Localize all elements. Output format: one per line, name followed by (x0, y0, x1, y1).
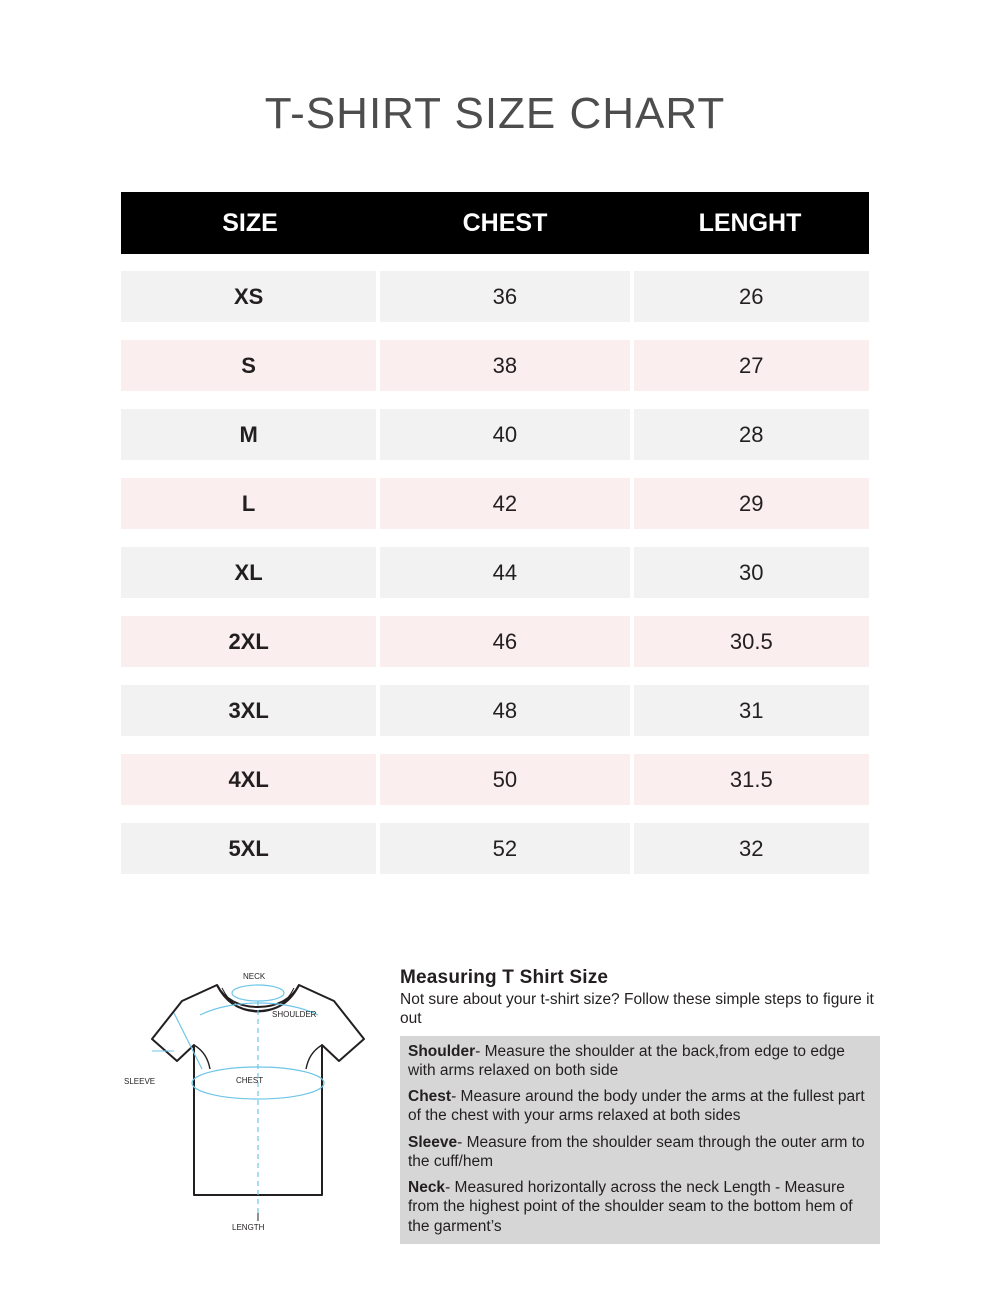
cell-length: 29 (634, 478, 869, 529)
measuring-item-shoulder (408, 1042, 872, 1080)
cell-chest: 48 (380, 685, 629, 736)
cell-length: 30 (634, 547, 869, 598)
cell-chest: 52 (380, 823, 629, 874)
cell-size: M (121, 409, 376, 460)
table-body (121, 271, 869, 874)
table-row (121, 616, 869, 667)
measuring-text-chest: - Measure around the body under the arms at the fullest part of the chest with your arms relaxed at both sides (408, 1088, 865, 1125)
table-row (121, 754, 869, 805)
table-row (121, 271, 869, 322)
cell-size: XS (121, 271, 376, 322)
diagram-label-neck: NECK (243, 972, 266, 981)
diagram-label-sleeve: SLEEVE (124, 1077, 156, 1086)
measuring-heading: Measuring T Shirt Size (400, 967, 609, 988)
cell-size: 2XL (121, 616, 376, 667)
cell-length: 27 (634, 340, 869, 391)
table-header-row (121, 192, 869, 254)
table-header-chest: CHEST (462, 209, 548, 237)
cell-size: XL (121, 547, 376, 598)
table-header-size: SIZE (222, 209, 278, 237)
measuring-text-neck: - Measured horizontally across the neck Length - Measure from the highest point of the shoulder seam to the bottom hem of the garment’s (408, 1179, 853, 1235)
table-row (121, 547, 869, 598)
measuring-section (0, 955, 990, 1255)
cell-chest: 36 (380, 271, 629, 322)
measuring-term-neck: Neck (408, 1179, 446, 1197)
cell-length: 31.5 (634, 754, 869, 805)
tshirt-illustration-svg (122, 955, 394, 1255)
cell-length: 32 (634, 823, 869, 874)
measuring-text-shoulder: - Measure the shoulder at the back,from edge to edge with arms relaxed on both side (408, 1042, 845, 1080)
table-row (121, 478, 869, 529)
cell-size: 5XL (121, 823, 376, 874)
cell-size: 4XL (121, 754, 376, 805)
cell-size: 3XL (121, 685, 376, 736)
tshirt-diagram (122, 955, 394, 1255)
cell-length: 30.5 (634, 616, 869, 667)
measuring-item-sleeve (408, 1133, 872, 1171)
table-row (121, 340, 869, 391)
cell-length: 26 (634, 271, 869, 322)
cell-size: L (121, 478, 376, 529)
diagram-label-shoulder: SHOULDER (272, 1010, 317, 1019)
cell-length: 28 (634, 409, 869, 460)
size-table (121, 192, 869, 874)
cell-chest: 50 (380, 754, 629, 805)
table-row (121, 823, 869, 874)
table-row (121, 685, 869, 736)
cell-chest: 40 (380, 409, 629, 460)
measuring-term-shoulder: Shoulder (408, 1042, 476, 1060)
table-row (121, 409, 869, 460)
measuring-instructions (400, 955, 880, 1255)
table-header-length: LENGHT (698, 209, 802, 237)
measuring-note-box (400, 1036, 880, 1244)
measuring-text-sleeve: - Measure from the shoulder seam through the outer arm to the cuff/hem (408, 1133, 865, 1170)
measuring-item-neck (408, 1178, 872, 1236)
measuring-item-chest (408, 1087, 872, 1125)
cell-chest: 38 (380, 340, 629, 391)
measuring-term-chest: Chest (408, 1088, 452, 1106)
measuring-subtext: Not sure about your t-shirt size? Follow these simple steps to figure it out (400, 991, 874, 1027)
cell-size: S (121, 340, 376, 391)
cell-length: 31 (634, 685, 869, 736)
cell-chest: 44 (380, 547, 629, 598)
cell-chest: 42 (380, 478, 629, 529)
page-title: T-SHIRT SIZE CHART (264, 89, 726, 138)
measuring-term-sleeve: Sleeve (408, 1133, 458, 1151)
diagram-label-length: LENGTH (232, 1223, 265, 1232)
cell-chest: 46 (380, 616, 629, 667)
diagram-label-chest: CHEST (236, 1076, 264, 1085)
